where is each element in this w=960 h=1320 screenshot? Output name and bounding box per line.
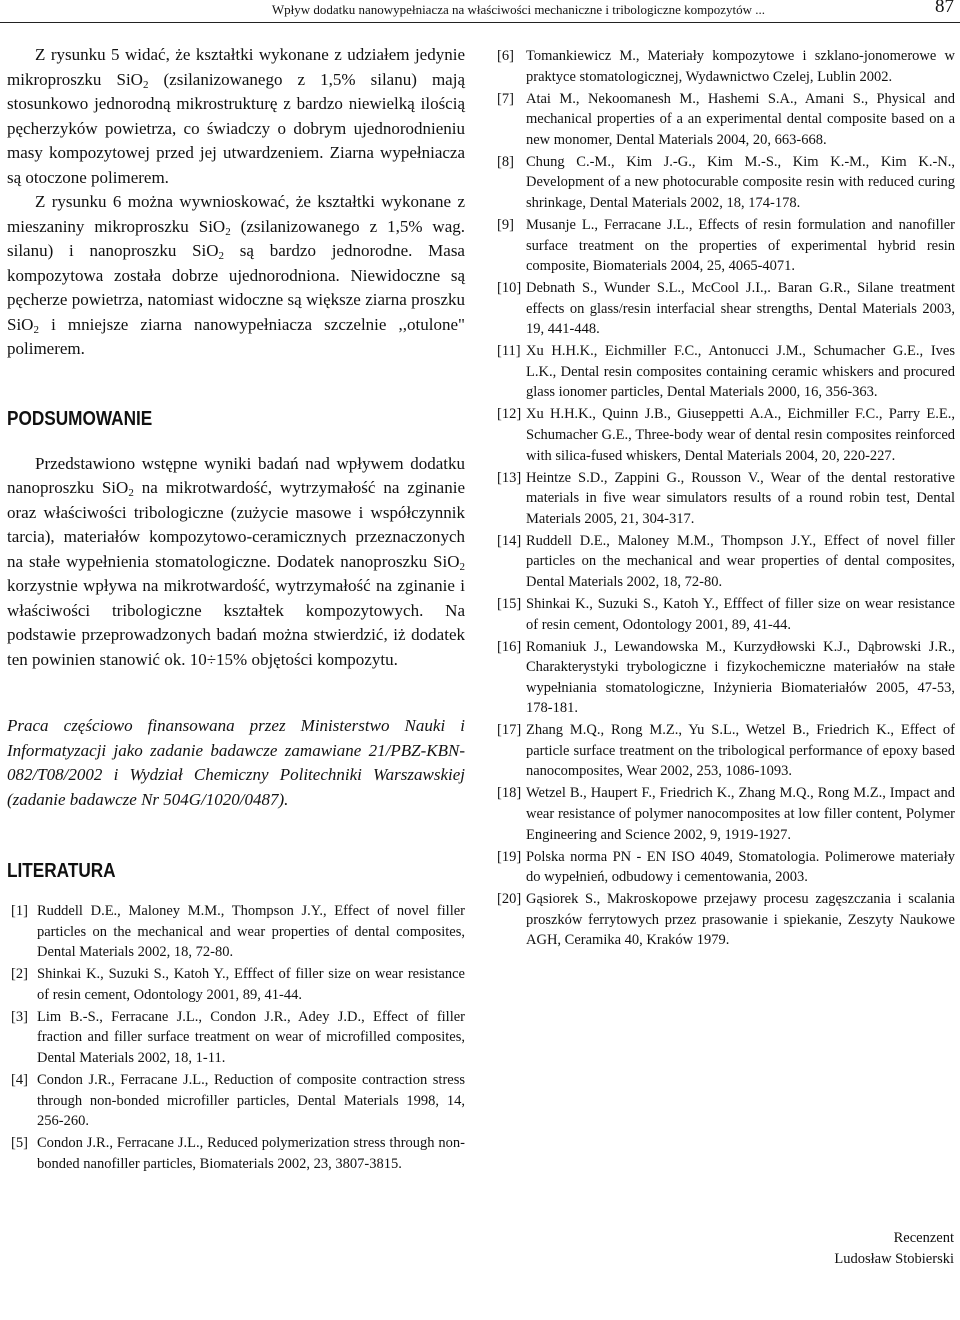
reference-item: [12] Xu H.H.K., Quinn J.B., Giuseppetti A.A., Eichmiller F.C., Parry E.E., Schumacher G.E., Three-body wear of dental resin composites reinforced with silica-fused whiskers, Dental Materials 2004, 20, 220-227. xyxy=(497,406,955,464)
reference-list-right xyxy=(497,46,955,951)
reference-item: [7] Atai M., Nekoomanesh M., Hashemi S.A., Amani S., Physical and mechanical properties of a an experimental dental composite based on a new monomer, Dental Materials 2004, 20, 663-668. xyxy=(497,90,955,148)
reference-item: [11] Xu H.H.K., Eichmiller F.C., Antonucci J.M., Schumacher G.E., Ives L.K., Dental resin composites containing ceramic whiskers and procured glass ionomer particles, Dental Materials 2000, 16, 356-363. xyxy=(497,343,955,401)
reference-item: [4] Condon J.R., Ferracane J.L., Reduction of composite contraction stress through non-bonded microfiller particles, Dental Materials 1998, 14, 256-260. xyxy=(11,1071,465,1130)
reference-item: [1] Ruddell D.E., Maloney M.M., Thompson J.Y., Effect of novel filler particles on the mechanical and wear properties of dental composites, Dental Materials 2002, 18, 72-80. xyxy=(11,903,465,961)
intro-paragraph-1: Z rysunku 5 widać, że kształtki wykonane z udziałem jedynie mikroproszku SiO$_2$ (zsilanizowanego z 1,5% silanu) mają stosunkowo jednorodną mikrostrukturę z bardzo niewielką ilością pęcherzyków powietrza, co świadczy o dobrym ujednorodnieniu masy kompozytowej przed jej utwardzeniem. Ziarna wypełniacza są otoczone polimerem. xyxy=(7,45,465,187)
running-title: Wpływ dodatku nanowypełniacza na właściwości mechaniczne i tribologiczne kompozytów ... xyxy=(271,2,765,17)
reference-item: [17] Zhang M.Q., Rong M.Z., Yu S.L., Wetzel B., Friedrich K., Effect of particle surface treatment on the tribological performance of epoxy based nanocomposites, Wear 2002, 253, 1086-1093. xyxy=(497,722,955,780)
running-header xyxy=(0,0,960,23)
summary-paragraph: Przedstawiono wstępne wyniki badań nad wpływem dodatku nanoproszku SiO$_2$ na mikrotwardość, wytrzymałość na zginanie oraz właściwości tribologiczne (zużycie masowe i współczynnik tarcia), materiałów kompozytowo-ceramicznych przeznaczonych na stałe wypełnienia stomatologiczne. Dodatek nanoproszku SiO$_2$ korzystnie wpływa na mikrotwardość, wytrzymałość na zginanie i właściwości tribologiczne kształtek kompozytowych. Na podstawie przeprowadzonych badań można stwierdzić, iż dodatek ten powinien stanowić ok. 10÷15% objętości kompozytu. xyxy=(7,453,465,669)
reference-item: [5] Condon J.R., Ferracane J.L., Reduced polymerization stress through non-bonded nanofiller particles, Biomaterials 2002, 23, 3807-3815. xyxy=(11,1135,465,1172)
reference-item: [15] Shinkai K., Suzuki S., Katoh Y., Efffect of filler size on wear resistance of resin cement, Odontology 2001, 89, 41-44. xyxy=(497,595,955,633)
right-column xyxy=(497,46,955,952)
reference-item: [20] Gąsiorek S., Makroskopowe przejawy procesu zagęszczania i scalania proszków ferrytowych przez prasowanie i spiekanie, Zeszyty Naukowe AGH, Ceramika 40, Kraków 1979. xyxy=(497,891,955,949)
reference-item: [8] Chung C.-M., Kim J.-G., Kim M.-S., Kim K.-M., Kim K.-N., Development of a new photocurable composite resin with reduced curing shrinkage, Dental Materials 2002, 18, 174-178. xyxy=(497,153,955,211)
reference-item: [16] Romaniuk J., Lewandowska M., Kurzydłowski K.J., Dąbrowski J.R., Charakterystyki trybologiczne i fizykochemiczne materiałów na stałe wypełniania stomatologiczne, Inżynieria Biomateriałów 2005, 47-53, 178-181. xyxy=(497,638,955,717)
reviewer-block xyxy=(834,1228,954,1270)
reference-item: [14] Ruddell D.E., Maloney M.M., Thompson J.Y., Effect of novel filler particles on the mechanical and wear properties of dental composites, Dental Materials 2002, 18, 72-80. xyxy=(497,532,955,590)
page-number: 87 xyxy=(935,0,954,17)
intro-paragraph-2: Z rysunku 6 można wywnioskować, że kształtki wykonane z mieszaniny mikroproszku SiO$_2$ (zsilanizowanego z 1,5% wag. silanu) i nanoproszku SiO$_2$ są bardzo jednorodne. Masa kompozytowa została dobrze ujednorodniona. Niewidoczne są pęcherze powietrza, natomiast widoczne są większe ziarna proszku SiO$_2$ i mniejsze ziarna nanowypełniacza szczelnie ,,otulone" polimerem. xyxy=(7,192,465,358)
reference-item: [9] Musanje L., Ferracane J.L., Effects of resin formulation and nanofiller surface treatment on the properties of experimental hybrid resin composite, Biomaterials 2004, 25, 4065-4071. xyxy=(497,216,955,275)
reference-item: [3] Lim B.-S., Ferracane J.L., Condon J.R., Adey J.D., Effect of filler fraction and filler surface treatment on wear of microfilled composites, Dental Materials 2002, 18, 1-11. xyxy=(11,1008,465,1066)
literature-heading: LITERATURA xyxy=(7,860,116,882)
summary-heading: PODSUMOWANIE xyxy=(7,407,153,430)
acknowledgement: Praca częściowo finansowana przez Ministerstwo Nauki i Informatyzacji jako zadanie badawcze zamawiane 21/PBZ-KBN-082/T08/2002 i Wydział Chemiczny Politechniki Warszawskiej (zadanie badawcze Nr 504G/1020/0487). xyxy=(7,716,465,809)
left-column xyxy=(7,43,465,1176)
reference-item: [18] Wetzel B., Haupert F., Friedrich K., Zhang M.Q., Rong M.Z., Impact and wear resistance of polymer nanocomposites at low filler content, Polymer Engineering and Science 2002, 9, 1919-1927. xyxy=(497,785,955,843)
reviewer-label: Recenzent xyxy=(893,1230,954,1246)
reviewer-name: Ludosław Stobierski xyxy=(834,1251,954,1267)
reference-item: [13] Heintze S.D., Zappini G., Rousson V., Wear of the dental restorative materials in five wear simulators results of a round robin test, Dental Materials 2005, 21, 304-317. xyxy=(497,469,955,527)
reference-item: [2] Shinkai K., Suzuki S., Katoh Y., Efffect of filler size on wear resistance of resin cement, Odontology 2001, 89, 41-44. xyxy=(11,966,465,1003)
reference-item: [10] Debnath S., Wunder S.L., McCool J.I.,. Baran G.R., Silane treatment effects on glass/resin interfacial shear strengths, Dental Materials 2003, 19, 441-448. xyxy=(497,280,955,338)
reference-item: [19] Polska norma PN - EN ISO 4049, Stomatologia. Polimerowe materiały do wypełnień, odbudowy i cementowania, 2003. xyxy=(497,848,955,886)
reference-item: [6] Tomankiewicz M., Materiały kompozytowe i szklano-jonomerowe w praktyce stomatologicznej, Wydawnictwo Czelej, Lublin 2002. xyxy=(497,48,955,85)
reference-list-left xyxy=(7,901,465,1174)
